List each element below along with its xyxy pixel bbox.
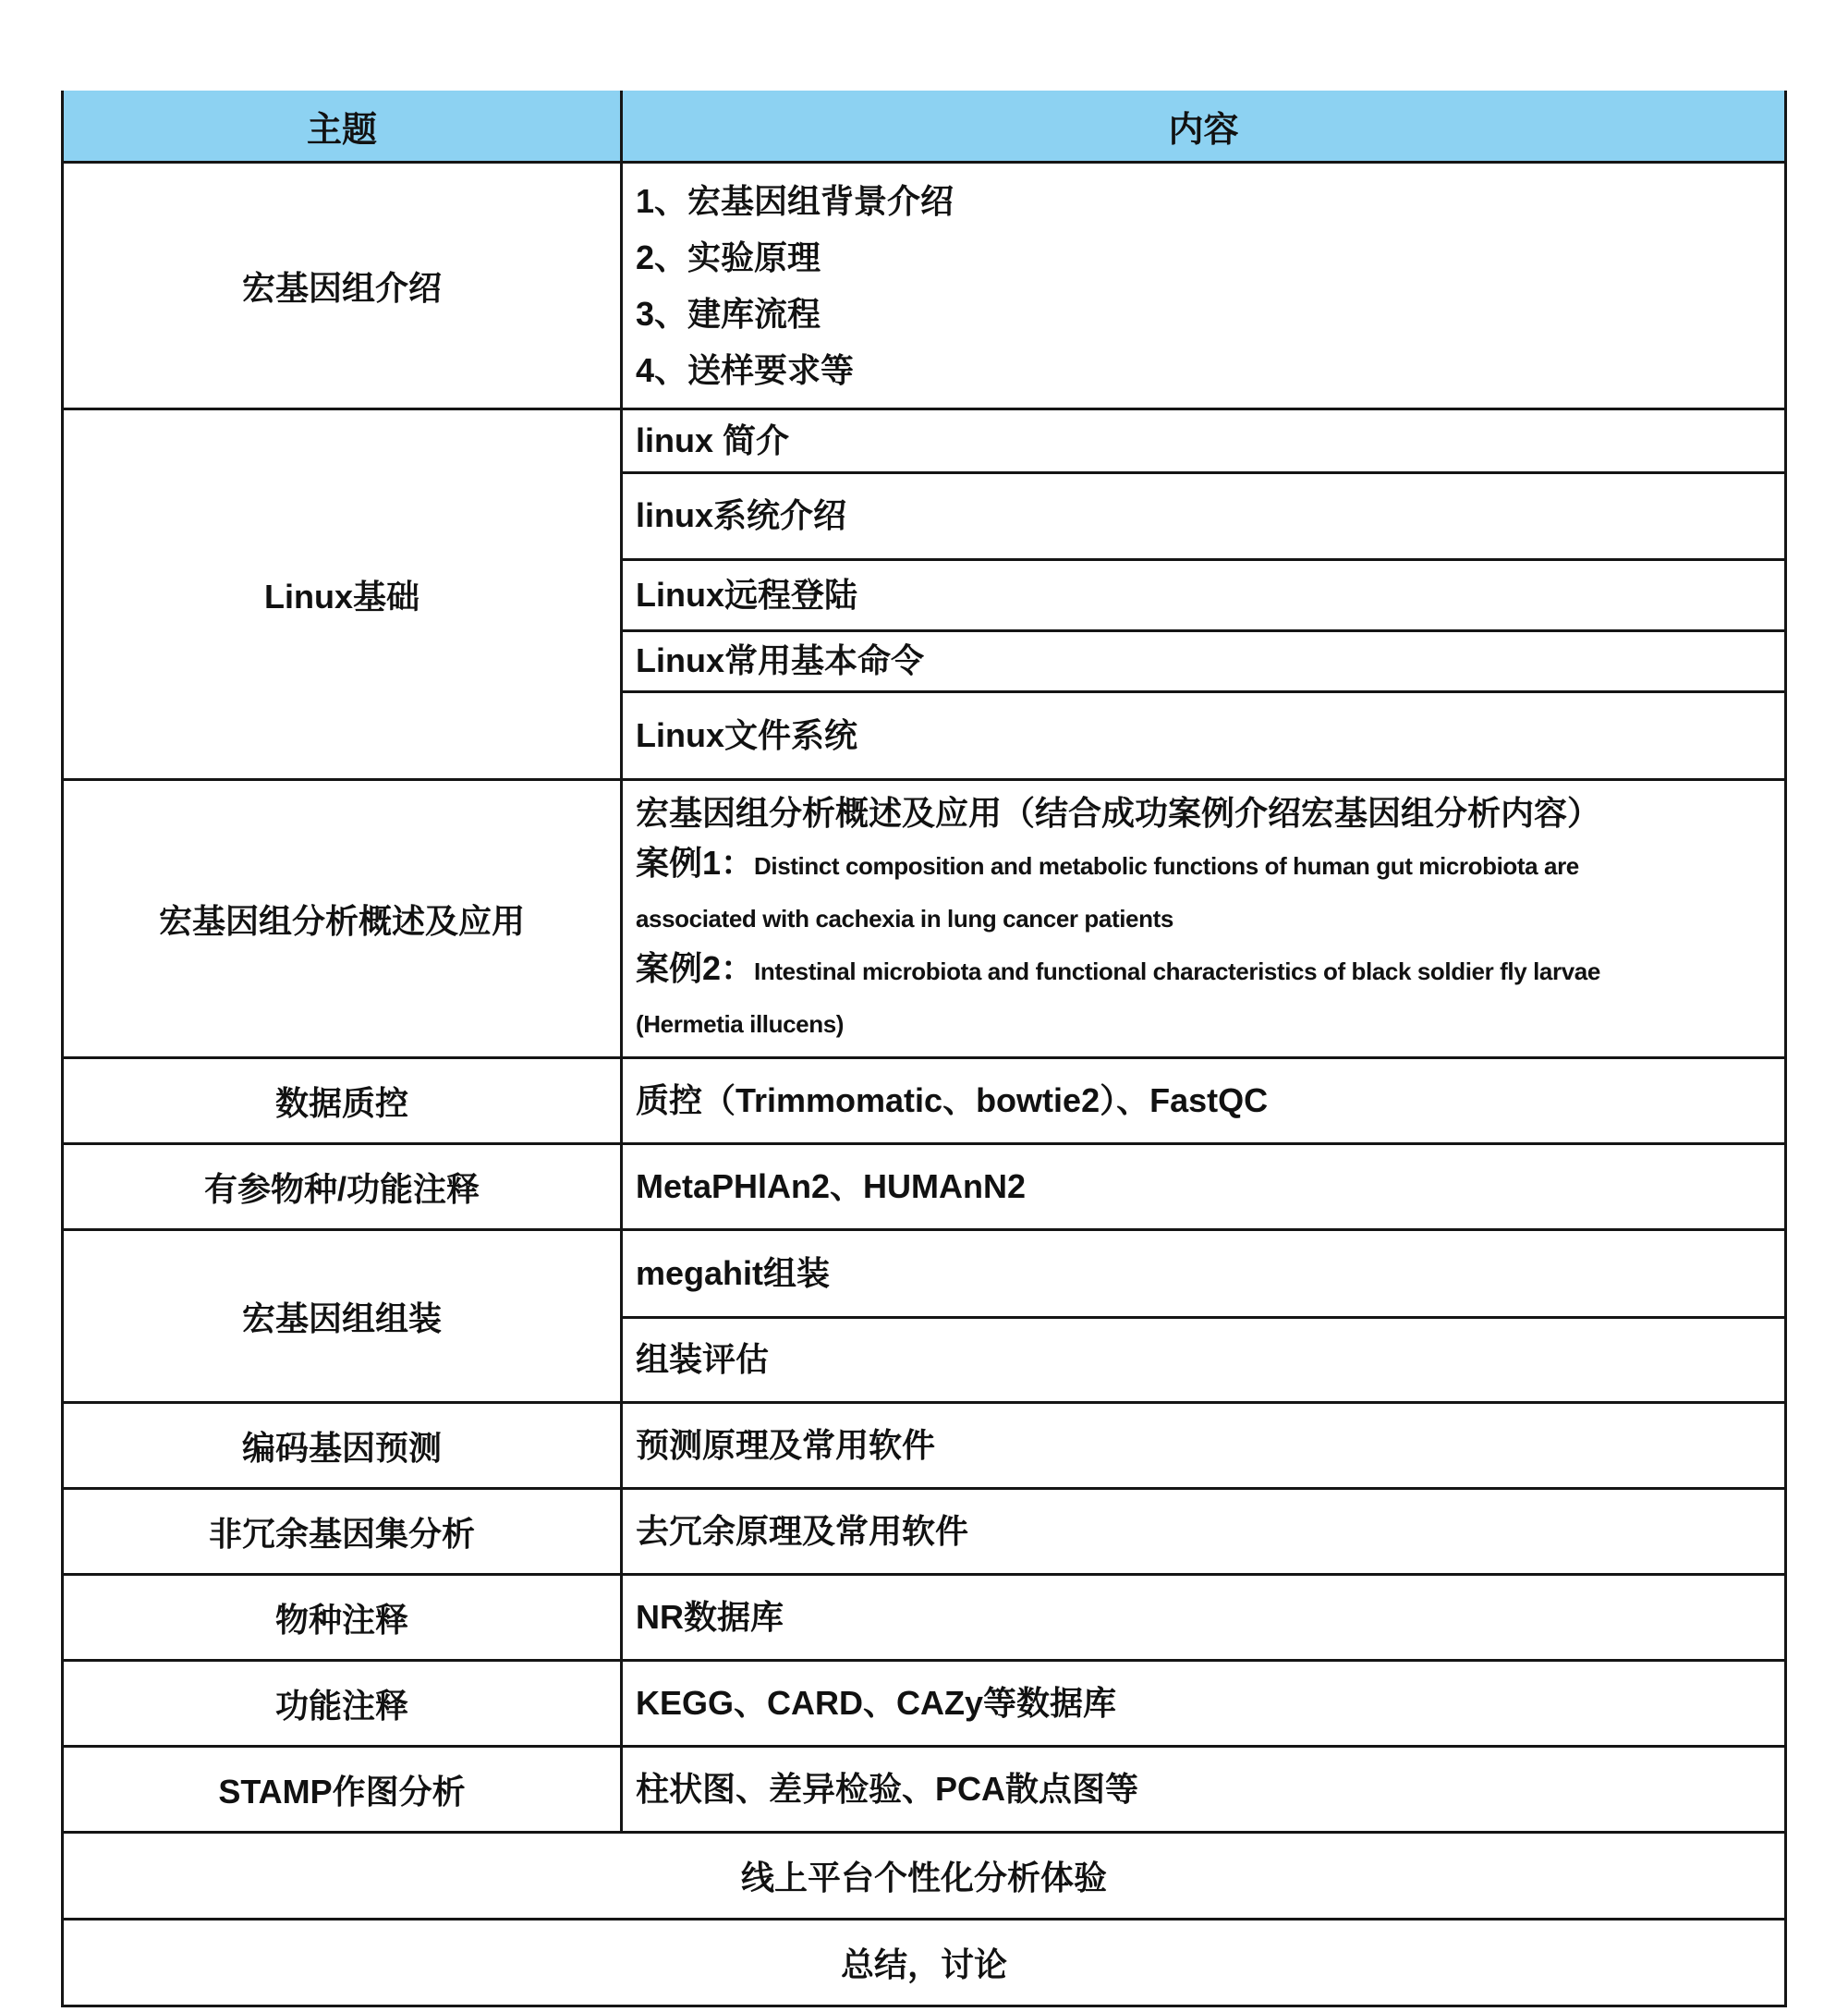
content-line [636, 1337, 1771, 1383]
content-line [636, 1595, 1771, 1640]
header-content-label: 内容 [1168, 110, 1239, 150]
topic-cell [64, 1748, 620, 1831]
chinese-text: 柱状图、差异检验、PCA散点图等 [636, 1769, 1139, 1808]
content-line [636, 173, 1771, 229]
section-gene-prediction [64, 1401, 1784, 1487]
topic-label: 有参物种/功能注释 [203, 1169, 480, 1208]
content-line [636, 1423, 1771, 1469]
chinese-text: megahit组装 [636, 1253, 831, 1292]
section-function-annotation [64, 1659, 1784, 1745]
content-cell [623, 1576, 1784, 1659]
section-reference-annotation [64, 1142, 1784, 1228]
topic-label: 数据质控 [274, 1083, 408, 1122]
topic-label: 非冗余基因集分析 [208, 1514, 475, 1553]
table-header-row [64, 91, 1784, 161]
section-nonredundant-geneset [64, 1487, 1784, 1573]
topic-label: 宏基因组介绍 [241, 268, 442, 307]
content-column [620, 1490, 1784, 1573]
topic-cell [64, 410, 620, 778]
topic-cell [64, 1662, 620, 1745]
content-column [620, 1748, 1784, 1831]
full-width-row-online-platform [64, 1831, 1784, 1918]
content-line [636, 419, 1771, 464]
section-metagenome-overview [64, 778, 1784, 1056]
full-width-row-summary-discussion [64, 1918, 1784, 2005]
content-cell [623, 629, 1784, 690]
content-column [620, 164, 1784, 408]
full-row-label: 线上平台个性化分析体验 [740, 1859, 1107, 1896]
chinese-text: Linux常用基本命令 [636, 641, 924, 680]
content-line [636, 713, 1771, 759]
content-column [620, 410, 1784, 778]
topic-label: Linux基础 [264, 577, 419, 616]
chinese-text: Linux远程登陆 [636, 575, 857, 614]
content-line [636, 1165, 1771, 1210]
content-column [620, 1145, 1784, 1228]
content-line [636, 1509, 1771, 1555]
english-text: Distinct composition and metabolic functions of human gut microbiota are [754, 852, 1579, 880]
content-line [636, 1079, 1771, 1124]
content-cell [623, 558, 1784, 629]
topic-label: 宏基因组分析概述及应用 [158, 901, 525, 940]
chinese-text: 1、宏基因组背景介绍 [636, 182, 954, 220]
header-cell-content [620, 91, 1784, 161]
topic-label: 物种注释 [274, 1600, 408, 1639]
chinese-text: linux系统介绍 [636, 496, 847, 535]
content-line [636, 494, 1771, 539]
chinese-text: Linux文件系统 [636, 715, 857, 754]
content-line [636, 838, 1771, 891]
full-row-label: 总结，讨论 [840, 1945, 1007, 1983]
content-line [636, 1251, 1771, 1297]
content-column [620, 1231, 1784, 1401]
topic-cell [64, 1490, 620, 1573]
chinese-text: 案例2： [636, 949, 755, 987]
topic-label: 功能注释 [274, 1686, 408, 1725]
chinese-text: 组装评估 [636, 1340, 770, 1379]
english-text: (Hermetia illucens) [636, 1010, 845, 1038]
content-line [636, 573, 1771, 618]
content-line [636, 286, 1771, 342]
section-data-qc [64, 1056, 1784, 1142]
content-cell [623, 164, 1784, 408]
topic-cell [64, 164, 620, 408]
content-cell [623, 1059, 1784, 1142]
chinese-text: 4、送样要求等 [636, 351, 855, 389]
content-line [636, 944, 1771, 996]
content-column [620, 1576, 1784, 1659]
chinese-text: 预测原理及常用软件 [636, 1425, 936, 1464]
content-line [636, 342, 1771, 398]
content-line [636, 1767, 1771, 1812]
topic-cell [64, 1145, 620, 1228]
chinese-text: linux 简介 [636, 421, 790, 459]
content-line [636, 229, 1771, 286]
content-column [620, 1059, 1784, 1142]
section-metagenome-intro [64, 161, 1784, 408]
chinese-text: 宏基因组分析概述及应用（结合成功案例介绍宏基因组分析内容） [636, 794, 1601, 832]
content-cell [623, 471, 1784, 558]
topic-label: 编码基因预测 [241, 1428, 442, 1467]
content-line [636, 639, 1771, 684]
header-topic-label: 主题 [306, 110, 377, 150]
content-cell [623, 1748, 1784, 1831]
content-column [620, 1404, 1784, 1487]
content-cell [623, 781, 1784, 1056]
section-linux-basics [64, 408, 1784, 778]
header-cell-topic [64, 91, 620, 161]
chinese-text: 3、建库流程 [636, 295, 821, 333]
content-column [620, 781, 1784, 1056]
topic-label: STAMP作图分析 [218, 1772, 466, 1811]
section-taxonomy-annotation [64, 1573, 1784, 1659]
topic-cell [64, 1231, 620, 1401]
topic-cell [64, 781, 620, 1056]
section-assembly [64, 1228, 1784, 1401]
content-cell [623, 1231, 1784, 1316]
content-line [636, 788, 1771, 838]
course-syllabus-table [61, 91, 1787, 2007]
content-cell [623, 690, 1784, 778]
content-line [636, 891, 1771, 944]
section-stamp-plotting [64, 1745, 1784, 1831]
chinese-text: KEGG、CARD、CAZy等数据库 [636, 1683, 1117, 1722]
content-cell [623, 1490, 1784, 1573]
english-text: associated with cachexia in lung cancer patients [636, 905, 1173, 933]
content-column [620, 1662, 1784, 1745]
english-text: Intestinal microbiota and functional characteristics of black soldier fly larvae [754, 957, 1600, 985]
chinese-text: 去冗余原理及常用软件 [636, 1511, 969, 1550]
table-body [64, 161, 1784, 2005]
topic-cell [64, 1059, 620, 1142]
content-cell [623, 1316, 1784, 1401]
chinese-text: MetaPHlAn2、HUMAnN2 [636, 1166, 1027, 1205]
content-cell [623, 1145, 1784, 1228]
content-cell [623, 1404, 1784, 1487]
content-line [636, 996, 1771, 1049]
chinese-text: 质控（Trimmomatic、bowtie2）、FastQC [636, 1080, 1269, 1119]
topic-cell [64, 1576, 620, 1659]
content-cell [623, 1662, 1784, 1745]
topic-cell [64, 1404, 620, 1487]
chinese-text: 2、实验原理 [636, 238, 821, 276]
content-line [636, 1681, 1771, 1726]
chinese-text: NR数据库 [636, 1597, 784, 1636]
chinese-text: 案例1： [636, 844, 755, 882]
topic-label: 宏基因组组装 [241, 1299, 442, 1337]
content-cell [623, 410, 1784, 471]
